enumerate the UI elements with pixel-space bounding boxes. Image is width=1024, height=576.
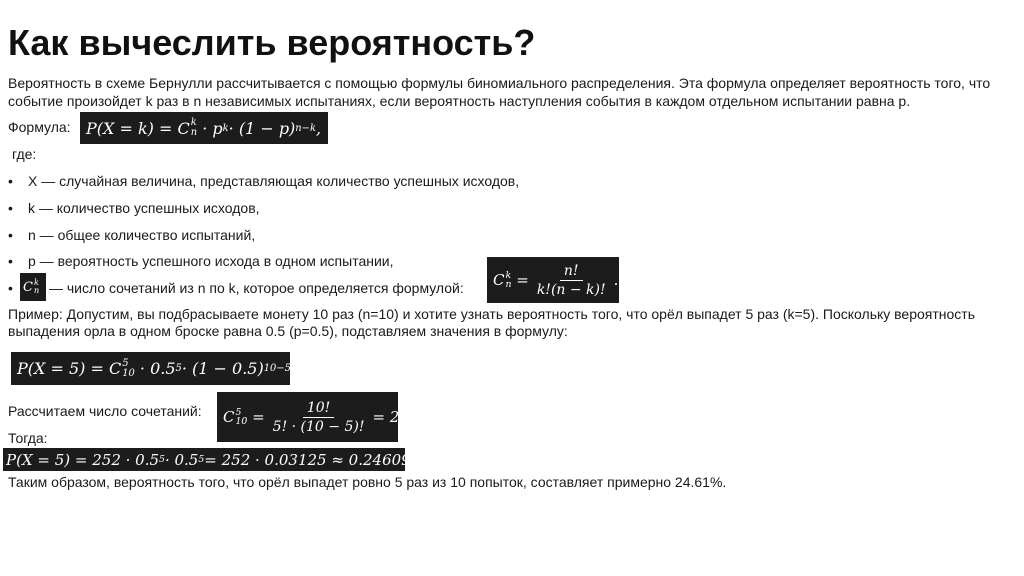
formula-label: Формула: (8, 119, 71, 135)
then-label: Тогда: (8, 430, 48, 446)
combination-formula: C k n = $\frac{n!}{k!(n - k)!}$ . (487, 257, 619, 303)
result-formula: P(X = 5) = 252 · 0.5 5 · 0.5 5 = 252 · 0.03125 ≈ 0.24609. (3, 448, 405, 471)
list-item: • X — случайная величина, представляющая количество успешных исходов, (8, 173, 520, 189)
example-line-2: выпадения орла в одном броске равна 0.5 (p=0.5), подставляем значения в формулу: (8, 323, 568, 339)
binomial-formula: P(X = k) = C k n · p k · (1 − p) n−k , (80, 112, 328, 144)
combination-description: — число сочетаний из n по k, которое определяется формулой: (49, 280, 464, 296)
bullet-icon: • (8, 227, 13, 243)
combination-symbol: C k n (20, 273, 46, 301)
bullet-icon: • (8, 200, 13, 216)
example-line-1: Пример: Допустим, вы подбрасываете монету 10 раз (n=10) и хотите узнать вероятность того, что орёл выпадет 5 раз (k=5). Поскольку вероятность (8, 306, 976, 322)
page-title: Как вычеслить вероятность? (8, 22, 536, 63)
where-label: где: (12, 146, 37, 162)
bullet-icon: • (8, 253, 13, 269)
bullet-icon: • (8, 173, 13, 189)
bullet-icon: • (8, 280, 13, 296)
combo-label: Рассчитаем число сочетаний: (8, 403, 202, 419)
combo-formula: C 5 10 = $\frac{10!}{5! \cdot (10 - 5)!}$ = 252. (217, 392, 398, 442)
intro-line-1: Вероятность в схеме Бернулли рассчитывается с помощью формулы биномиального распределения. Эта формула определяет вероятность того, что (8, 75, 991, 91)
list-item: • k — количество успешных исходов, (8, 200, 260, 216)
example-formula: P(X = 5) = C 5 10 · 0.5 5 · (1 − 0.5) 10−5 . (11, 352, 290, 385)
list-item: • p — вероятность успешного исхода в одном испытании, (8, 253, 394, 269)
intro-line-2: событие произойдет k раз в n независимых испытаниях, если вероятность наступления события в каждом отдельном испытании равна p. (8, 93, 911, 109)
conclusion: Таким образом, вероятность того, что орёл выпадет ровно 5 раз из 10 попыток, составляет примерно 24.61%. (8, 474, 727, 490)
list-item: • n — общее количество испытаний, (8, 227, 256, 243)
